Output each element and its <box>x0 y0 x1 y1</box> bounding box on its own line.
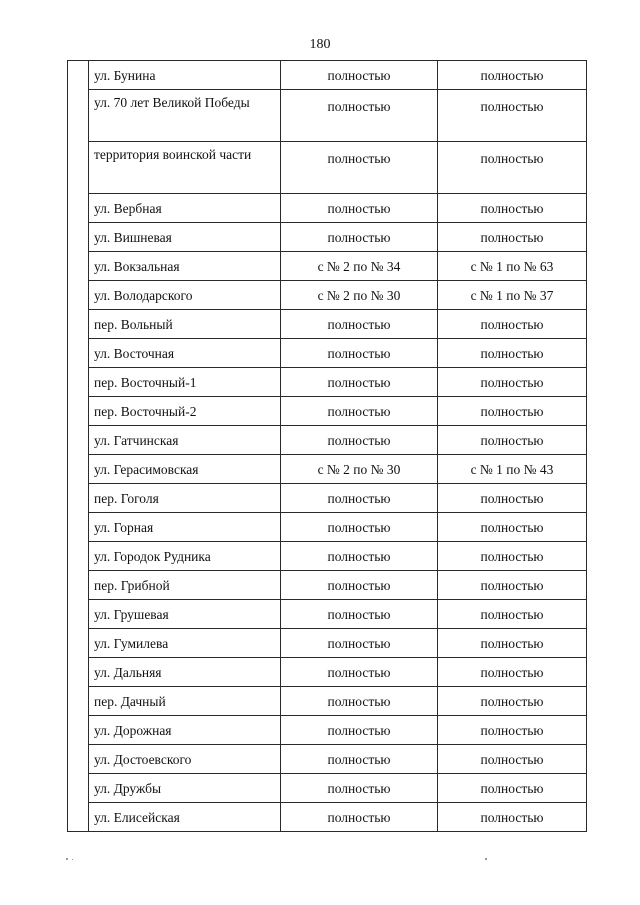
even-numbers-cell: полностью <box>281 61 438 90</box>
page-number: 180 <box>309 37 331 52</box>
even-numbers-cell: полностью <box>281 774 438 803</box>
street-name-cell: ул. Елисейская <box>89 803 281 832</box>
odd-numbers-cell: полностью <box>438 223 587 252</box>
even-numbers-cell: полностью <box>281 716 438 745</box>
street-name-cell: ул. Дорожная <box>89 716 281 745</box>
even-numbers-cell: полностью <box>281 142 438 194</box>
streets-table-body <box>68 61 587 832</box>
table-row <box>68 455 587 484</box>
table-row <box>68 774 587 803</box>
row-margin-cell <box>68 368 89 397</box>
street-name-cell: ул. Гумилева <box>89 629 281 658</box>
row-margin-cell <box>68 426 89 455</box>
street-name-cell: пер. Восточный-2 <box>89 397 281 426</box>
street-name-cell: пер. Гоголя <box>89 484 281 513</box>
table-row <box>68 803 587 832</box>
street-name-cell: ул. Восточная <box>89 339 281 368</box>
street-name-cell: пер. Грибной <box>89 571 281 600</box>
odd-numbers-cell: полностью <box>438 368 587 397</box>
street-name-cell: территория воинской части <box>89 142 281 194</box>
odd-numbers-cell: полностью <box>438 142 587 194</box>
even-numbers-cell: полностью <box>281 223 438 252</box>
even-numbers-cell: полностью <box>281 368 438 397</box>
table-row <box>68 745 587 774</box>
street-name-cell: ул. Городок Рудника <box>89 542 281 571</box>
odd-numbers-cell: полностью <box>438 61 587 90</box>
row-margin-cell <box>68 716 89 745</box>
row-margin-cell <box>68 281 89 310</box>
street-name-cell: ул. Достоевского <box>89 745 281 774</box>
streets-table <box>67 60 587 832</box>
table-row <box>68 90 587 142</box>
table-row <box>68 397 587 426</box>
even-numbers-cell: полностью <box>281 687 438 716</box>
odd-numbers-cell: с № 1 по № 63 <box>438 252 587 281</box>
row-margin-cell <box>68 484 89 513</box>
odd-numbers-cell: полностью <box>438 542 587 571</box>
street-name-cell: ул. Герасимовская <box>89 455 281 484</box>
street-name-cell: ул. Грушевая <box>89 600 281 629</box>
row-margin-cell <box>68 310 89 339</box>
row-margin-cell <box>68 629 89 658</box>
row-margin-cell <box>68 252 89 281</box>
even-numbers-cell: полностью <box>281 745 438 774</box>
even-numbers-cell: полностью <box>281 629 438 658</box>
odd-numbers-cell: с № 1 по № 43 <box>438 455 587 484</box>
table-row <box>68 368 587 397</box>
row-margin-cell <box>68 745 89 774</box>
row-margin-cell <box>68 513 89 542</box>
table-row <box>68 600 587 629</box>
odd-numbers-cell: полностью <box>438 571 587 600</box>
table-row <box>68 484 587 513</box>
table-row <box>68 513 587 542</box>
table-row <box>68 542 587 571</box>
row-margin-cell <box>68 61 89 90</box>
street-name-cell: ул. Володарского <box>89 281 281 310</box>
row-margin-cell <box>68 339 89 368</box>
table-row <box>68 142 587 194</box>
street-name-cell: ул. Вокзальная <box>89 252 281 281</box>
street-name-cell: ул. Бунина <box>89 61 281 90</box>
table-row <box>68 194 587 223</box>
even-numbers-cell: полностью <box>281 90 438 142</box>
street-name-cell: пер. Восточный-1 <box>89 368 281 397</box>
odd-numbers-cell: полностью <box>438 484 587 513</box>
even-numbers-cell: полностью <box>281 803 438 832</box>
even-numbers-cell: полностью <box>281 397 438 426</box>
table-row <box>68 223 587 252</box>
table-row <box>68 310 587 339</box>
table-row <box>68 339 587 368</box>
odd-numbers-cell: полностью <box>438 774 587 803</box>
street-name-cell: ул. Вишневая <box>89 223 281 252</box>
row-margin-cell <box>68 571 89 600</box>
table-row <box>68 61 587 90</box>
odd-numbers-cell: полностью <box>438 629 587 658</box>
row-margin-cell <box>68 90 89 142</box>
odd-numbers-cell: с № 1 по № 37 <box>438 281 587 310</box>
even-numbers-cell: полностью <box>281 310 438 339</box>
odd-numbers-cell: полностью <box>438 687 587 716</box>
table-row <box>68 252 587 281</box>
row-margin-cell <box>68 687 89 716</box>
table-row <box>68 426 587 455</box>
row-margin-cell <box>68 542 89 571</box>
odd-numbers-cell: полностью <box>438 745 587 774</box>
odd-numbers-cell: полностью <box>438 310 587 339</box>
street-name-cell: ул. Гатчинская <box>89 426 281 455</box>
even-numbers-cell: полностью <box>281 658 438 687</box>
even-numbers-cell: полностью <box>281 571 438 600</box>
row-margin-cell <box>68 223 89 252</box>
street-name-cell: ул. Дальняя <box>89 658 281 687</box>
even-numbers-cell: полностью <box>281 542 438 571</box>
odd-numbers-cell: полностью <box>438 803 587 832</box>
street-name-cell: ул. Горная <box>89 513 281 542</box>
odd-numbers-cell: полностью <box>438 339 587 368</box>
street-name-cell: ул. Вербная <box>89 194 281 223</box>
street-name-cell: пер. Вольный <box>89 310 281 339</box>
odd-numbers-cell: полностью <box>438 513 587 542</box>
even-numbers-cell: полностью <box>281 513 438 542</box>
even-numbers-cell: с № 2 по № 30 <box>281 455 438 484</box>
table-row <box>68 571 587 600</box>
row-margin-cell <box>68 455 89 484</box>
odd-numbers-cell: полностью <box>438 194 587 223</box>
scan-speck <box>72 859 73 860</box>
odd-numbers-cell: полностью <box>438 426 587 455</box>
street-name-cell: ул. 70 лет Великой Победы <box>89 90 281 142</box>
scan-speck <box>485 858 487 860</box>
table-row <box>68 716 587 745</box>
odd-numbers-cell: полностью <box>438 658 587 687</box>
even-numbers-cell: с № 2 по № 30 <box>281 281 438 310</box>
odd-numbers-cell: полностью <box>438 716 587 745</box>
even-numbers-cell: полностью <box>281 600 438 629</box>
table-row <box>68 658 587 687</box>
row-margin-cell <box>68 803 89 832</box>
odd-numbers-cell: полностью <box>438 397 587 426</box>
even-numbers-cell: с № 2 по № 34 <box>281 252 438 281</box>
street-name-cell: пер. Дачный <box>89 687 281 716</box>
even-numbers-cell: полностью <box>281 426 438 455</box>
scan-speck <box>66 858 68 860</box>
table-row <box>68 687 587 716</box>
table-row <box>68 629 587 658</box>
row-margin-cell <box>68 658 89 687</box>
street-name-cell: ул. Дружбы <box>89 774 281 803</box>
even-numbers-cell: полностью <box>281 339 438 368</box>
even-numbers-cell: полностью <box>281 484 438 513</box>
row-margin-cell <box>68 774 89 803</box>
row-margin-cell <box>68 600 89 629</box>
odd-numbers-cell: полностью <box>438 90 587 142</box>
row-margin-cell <box>68 194 89 223</box>
row-margin-cell <box>68 142 89 194</box>
table-row <box>68 281 587 310</box>
even-numbers-cell: полностью <box>281 194 438 223</box>
row-margin-cell <box>68 397 89 426</box>
odd-numbers-cell: полностью <box>438 600 587 629</box>
